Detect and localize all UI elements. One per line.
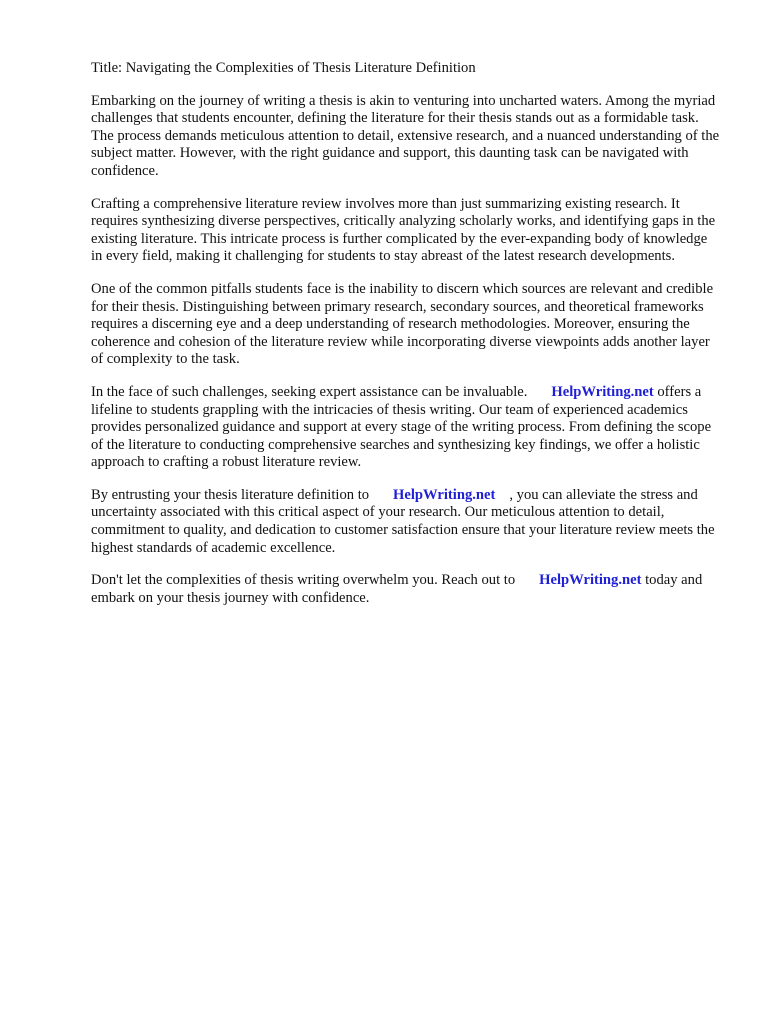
- helpwriting-link[interactable]: HelpWriting.net: [539, 572, 642, 589]
- paragraph-expert-assistance: [91, 384, 721, 472]
- paragraph-text: By entrusting your thesis literature definition to: [91, 486, 370, 503]
- paragraph-pitfalls: One of the common pitfalls students face is the inability to discern which sources are relevant and credible for their thesis. Distinguishing between primary research, secondary sources, and theoretical frameworks requires a discerning eye and a deep understanding of research methodologies. Moreover, ensuring the coherence and cohesion of the literature review while incorporating diverse viewpoints adds another layer of complexity to the task.: [91, 280, 714, 368]
- paragraph-text: In the face of such challenges, seeking expert assistance can be invaluable.: [91, 383, 528, 400]
- paragraph-text: offers a lifeline to students grappling with the intricacies of thesis writing. Our team of experienced academics provides personalized guidance and support at every stage of the writing process. From defining the scope of the literature to conducting comprehensive searches and synthesizing key findings, we offer a holistic approach to crafting a robust literature review.: [91, 383, 712, 471]
- document-title: Title: Navigating the Complexities of Thesis Literature Definition: [91, 60, 476, 76]
- paragraph-text: today and embark on your thesis journey with confidence.: [91, 572, 703, 606]
- paragraph-text: , you can alleviate the stress and uncertainty associated with this critical aspect of your research. Our meticulous attention to detail, commitment to quality, and dedication to customer satisfaction ensure that your literature review meets the highest standards of academic excellence.: [91, 486, 715, 556]
- helpwriting-link[interactable]: HelpWriting.net: [393, 486, 496, 503]
- document-body: [91, 60, 721, 622]
- paragraph-literature-review: Crafting a comprehensive literature review involves more than just summarizing existing research. It requires synthesizing diverse perspectives, critically analyzing scholarly works, and identifying gaps in the existing literature. This intricate process is further complicated by the ever-expanding body of knowledge in every field, making it challenging for students to stay abreast of the latest research developments.: [91, 195, 716, 265]
- paragraph-intro: Embarking on the journey of writing a thesis is akin to venturing into uncharted waters. Among the myriad challenges that students encounter, defining the literature for their thesis stands out as a formidable task. The process demands meticulous attention to detail, extensive research, and a nuanced understanding of the subject matter. However, with the right guidance and support, this daunting task can be navigated with confidence.: [91, 92, 720, 179]
- paragraph-closing: [91, 572, 721, 607]
- paragraph-text: Don't let the complexities of thesis writing overwhelm you. Reach out to: [91, 572, 516, 589]
- helpwriting-link[interactable]: HelpWriting.net: [551, 383, 654, 400]
- paragraph-entrusting: [91, 487, 721, 557]
